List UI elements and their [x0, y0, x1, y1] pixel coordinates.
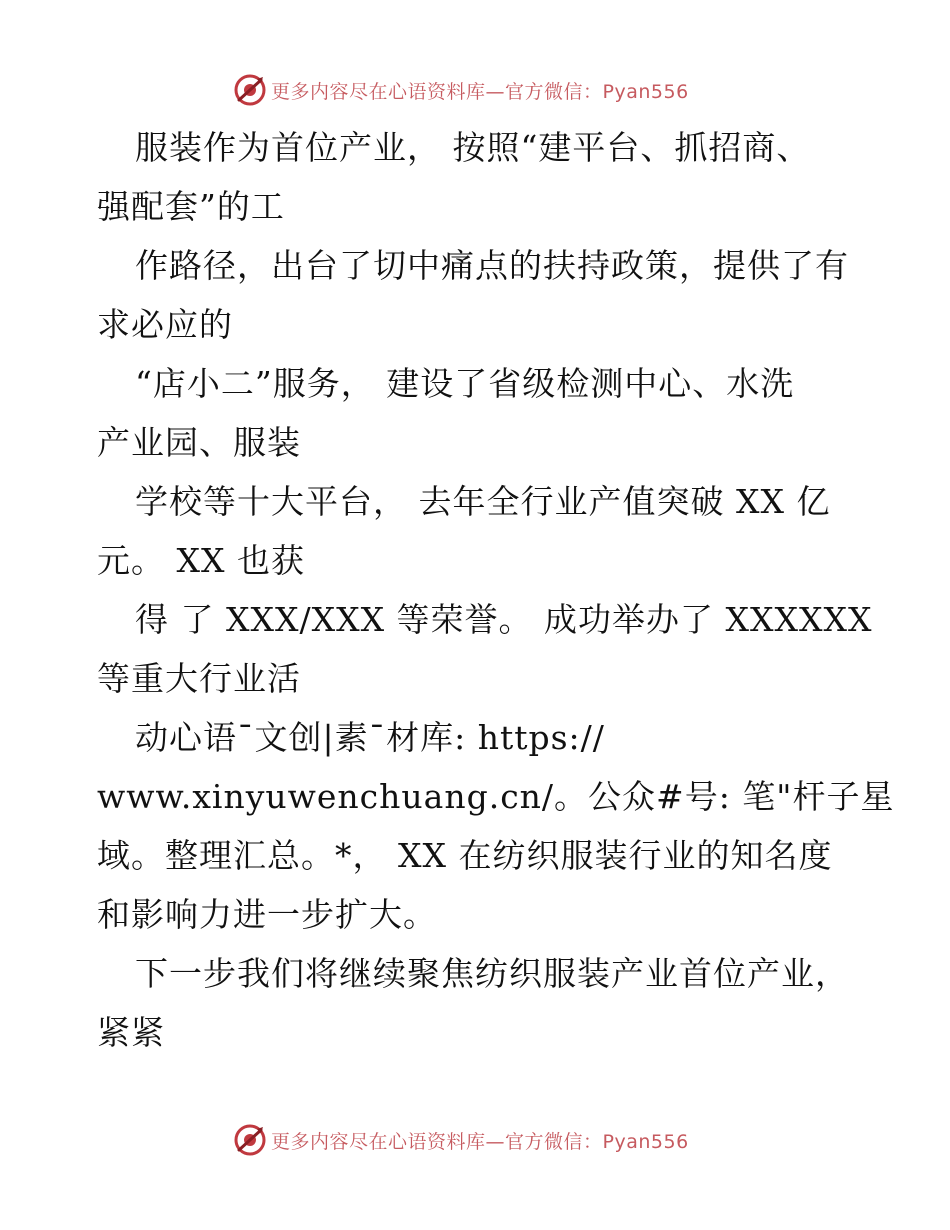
- text-line: 和影响力进一步扩大。: [97, 895, 437, 934]
- text-line: 得 了 XXX/XXX 等荣誉。 成功举办了 XXXXXX: [135, 600, 873, 639]
- text-line: 作路径，出台了切中痛点的扶持政策，提供了有: [135, 246, 849, 285]
- text-line: 动心语¯文创|素¯材库: https://: [135, 718, 605, 757]
- text-line: 紧紧: [97, 1013, 165, 1052]
- text-line: 元。 XX 也获: [97, 541, 305, 580]
- document-body: [97, 118, 895, 1062]
- brand-logo-icon: [233, 1123, 267, 1157]
- header-banner-text: 更多内容尽在心语资料库—官方微信：Pyan556: [271, 80, 689, 103]
- text-line: “店小二”服务， 建设了省级检测中心、水洗: [135, 364, 795, 403]
- text-line: 求必应的: [97, 305, 233, 344]
- text-line: 产业园、服装: [97, 423, 301, 462]
- text-line: 等重大行业活: [97, 659, 301, 698]
- text-line: 学校等十大平台， 去年全行业产值突破 XX 亿: [135, 482, 831, 521]
- footer-banner-text: 更多内容尽在心语资料库—官方微信：Pyan556: [271, 1130, 689, 1153]
- text-line: 下一步我们将继续聚焦纺织服装产业首位产业，: [135, 954, 849, 993]
- footer-banner: [0, 1120, 950, 1160]
- text-line: www.xinyuwenchuang.cn/。公众#号: 笔"杆子星: [97, 777, 895, 816]
- text-line: 服装作为首位产业， 按照“建平台、抓招商、: [135, 128, 811, 167]
- brand-logo-icon: [233, 73, 267, 107]
- text-line: 域。整理汇总。*， XX 在纺织服装行业的知名度: [97, 836, 833, 875]
- text-line: 强配套”的工: [97, 187, 285, 226]
- header-banner: [0, 70, 950, 110]
